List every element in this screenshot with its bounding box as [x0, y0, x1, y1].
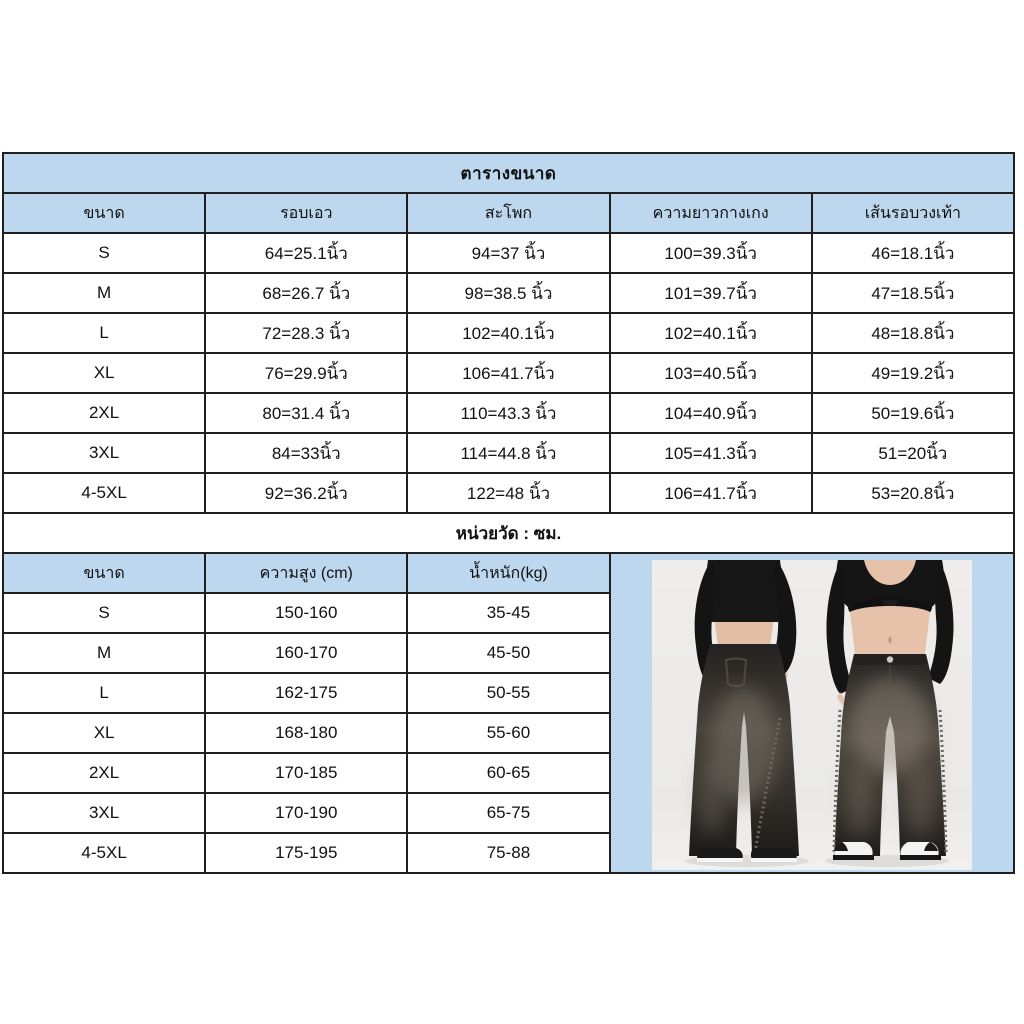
- height-cell: 150-160: [205, 593, 407, 633]
- length-cell: 100=39.3นิ้ว: [610, 233, 812, 273]
- column-header-height: ความสูง (cm): [205, 553, 407, 593]
- table-row: [3, 393, 1014, 433]
- table-row: [3, 233, 1014, 273]
- size-cell: L: [3, 313, 205, 353]
- ankle-cell: 50=19.6นิ้ว: [812, 393, 1014, 433]
- length-cell: 103=40.5นิ้ว: [610, 353, 812, 393]
- column-header-hip: สะโพก: [407, 193, 609, 233]
- title-row: [3, 153, 1014, 193]
- hip-cell: 98=38.5 นิ้ว: [407, 273, 609, 313]
- size-cell: XL: [3, 353, 205, 393]
- length-cell: 102=40.1นิ้ว: [610, 313, 812, 353]
- weight-cell: 45-50: [407, 633, 609, 673]
- size-cell: 3XL: [3, 793, 205, 833]
- column-header-weight: น้ำหนัก(kg): [407, 553, 609, 593]
- waist-cell: 80=31.4 นิ้ว: [205, 393, 407, 433]
- table-row: [3, 313, 1014, 353]
- hip-cell: 106=41.7นิ้ว: [407, 353, 609, 393]
- model-photo-illustration: [652, 560, 972, 870]
- size-cell: 2XL: [3, 393, 205, 433]
- size-cell: M: [3, 273, 205, 313]
- column-header-length: ความยาวกางเกง: [610, 193, 812, 233]
- table-row: [3, 433, 1014, 473]
- waist-cell: 68=26.7 นิ้ว: [205, 273, 407, 313]
- height-cell: 162-175: [205, 673, 407, 713]
- size-cell: 4-5XL: [3, 833, 205, 873]
- measure-header-row: [3, 193, 1014, 233]
- product-photo-cell: [610, 553, 1014, 873]
- size-cell: L: [3, 673, 205, 713]
- weight-cell: 55-60: [407, 713, 609, 753]
- table-row: [3, 273, 1014, 313]
- size-cell: S: [3, 593, 205, 633]
- waist-cell: 72=28.3 นิ้ว: [205, 313, 407, 353]
- table-row: [3, 353, 1014, 393]
- weight-cell: 50-55: [407, 673, 609, 713]
- size-cell: S: [3, 233, 205, 273]
- hip-cell: 94=37 นิ้ว: [407, 233, 609, 273]
- size-cell: 4-5XL: [3, 473, 205, 513]
- hip-cell: 110=43.3 นิ้ว: [407, 393, 609, 433]
- ankle-cell: 47=18.5นิ้ว: [812, 273, 1014, 313]
- ankle-cell: 48=18.8นิ้ว: [812, 313, 1014, 353]
- hip-cell: 102=40.1นิ้ว: [407, 313, 609, 353]
- length-cell: 104=40.9นิ้ว: [610, 393, 812, 433]
- column-header-size: ขนาด: [3, 553, 205, 593]
- weight-cell: 35-45: [407, 593, 609, 633]
- hip-cell: 114=44.8 นิ้ว: [407, 433, 609, 473]
- body-header-row: [3, 553, 1014, 593]
- waist-cell: 84=33นิ้ว: [205, 433, 407, 473]
- size-cell: XL: [3, 713, 205, 753]
- height-cell: 168-180: [205, 713, 407, 753]
- ankle-cell: 53=20.8นิ้ว: [812, 473, 1014, 513]
- waist-cell: 76=29.9นิ้ว: [205, 353, 407, 393]
- weight-cell: 75-88: [407, 833, 609, 873]
- chart-title: ตารางขนาด: [3, 153, 1014, 193]
- length-cell: 106=41.7นิ้ว: [610, 473, 812, 513]
- waist-cell: 64=25.1นิ้ว: [205, 233, 407, 273]
- column-header-size: ขนาด: [3, 193, 205, 233]
- unit-note: หน่วยวัด : ซม.: [3, 513, 1014, 553]
- ankle-cell: 51=20นิ้ว: [812, 433, 1014, 473]
- waist-cell: 92=36.2นิ้ว: [205, 473, 407, 513]
- ankle-cell: 49=19.2นิ้ว: [812, 353, 1014, 393]
- unit-row: [3, 513, 1014, 553]
- weight-cell: 60-65: [407, 753, 609, 793]
- hip-cell: 122=48 นิ้ว: [407, 473, 609, 513]
- size-cell: 3XL: [3, 433, 205, 473]
- column-header-waist: รอบเอว: [205, 193, 407, 233]
- height-cell: 160-170: [205, 633, 407, 673]
- height-cell: 170-185: [205, 753, 407, 793]
- height-cell: 175-195: [205, 833, 407, 873]
- size-chart-table: [2, 152, 1015, 874]
- height-cell: 170-190: [205, 793, 407, 833]
- length-cell: 101=39.7นิ้ว: [610, 273, 812, 313]
- size-cell: M: [3, 633, 205, 673]
- weight-cell: 65-75: [407, 793, 609, 833]
- ankle-cell: 46=18.1นิ้ว: [812, 233, 1014, 273]
- product-photo: [652, 560, 972, 870]
- size-cell: 2XL: [3, 753, 205, 793]
- column-header-ankle: เส้นรอบวงเท้า: [812, 193, 1014, 233]
- length-cell: 105=41.3นิ้ว: [610, 433, 812, 473]
- table-row: [3, 473, 1014, 513]
